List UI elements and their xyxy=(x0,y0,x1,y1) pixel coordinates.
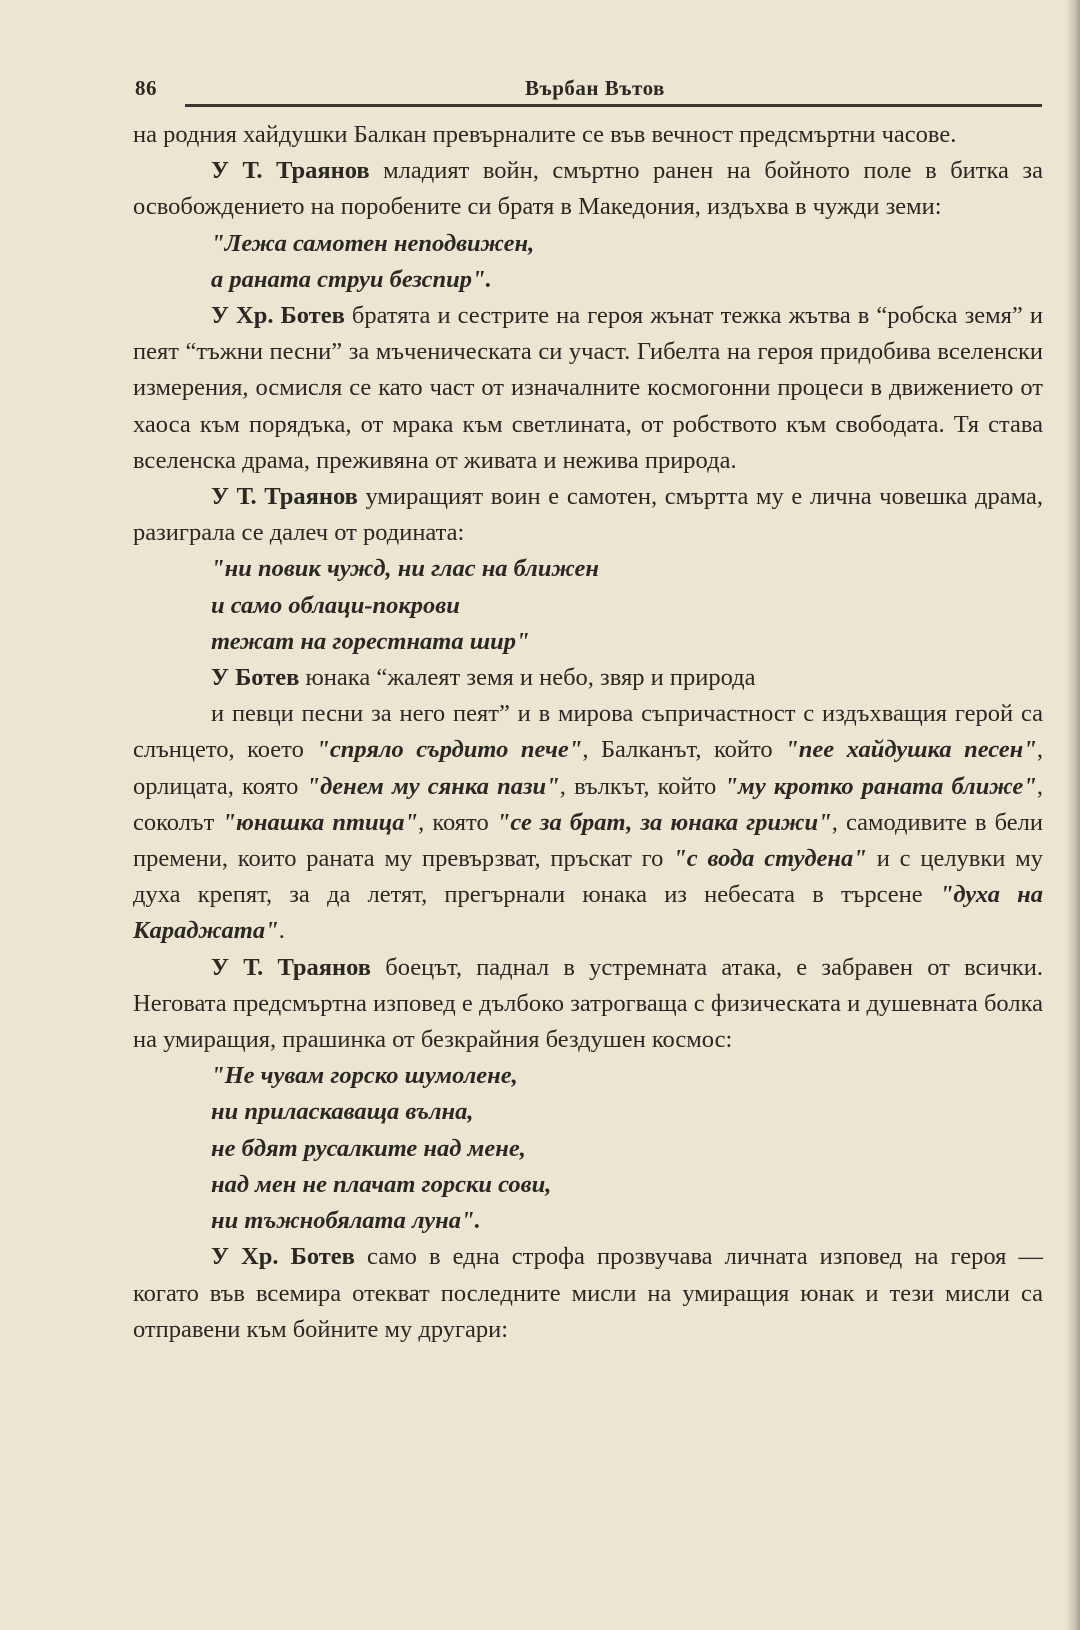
paragraph-text: умиращият воин е самотен, смъртта му е лична човешка драма, разиграла се далеч от родината: xyxy=(133,483,1043,547)
verse-line: над мен не плачат горски сови, xyxy=(211,1170,552,1198)
paragraph xyxy=(133,153,1043,225)
verse-line: "Лежа самотен неподвижен, xyxy=(211,229,535,257)
body-text xyxy=(133,117,1043,1348)
verse-line: и само облаци-покрови xyxy=(211,591,460,619)
paragraph-text: , самодивите в бели премени, които раната му превързват, пръскат го xyxy=(133,808,1044,873)
paragraph-text: само в една строфа прозвучава личната изповед на героя — когато във всемира отекват последните мисли на умиращия юнак и тези мисли са отправени към бойните му другари: xyxy=(133,1243,1043,1343)
paragraph-text: и с целувки му духа крепят, за да летят, прегърнали юнака из небесата в търсене xyxy=(133,845,1043,909)
author-name: У Т. Траянов xyxy=(211,157,370,185)
quote: "пее хайдушка песен" xyxy=(785,736,1037,764)
paragraph-text: , вълкът, който xyxy=(559,772,725,800)
paragraph xyxy=(133,696,1043,949)
paragraph xyxy=(133,479,1043,551)
paragraph-text: боецът, паднал в устремната атака, е забравен от всички. Неговата предсмъртна изповед е дълбоко затрогваща с физическата и душевната болка на умиращия, прашинка от безкрайния бездушен космос: xyxy=(133,953,1043,1054)
header-rule xyxy=(185,104,1042,107)
paragraph xyxy=(133,660,1043,696)
quote: "се за брат, за юнака грижи" xyxy=(496,808,832,836)
paragraph-text: , Балканът, който xyxy=(582,736,786,764)
verse-line: а раната струи безспир". xyxy=(211,265,492,293)
quote: "му кротко раната ближе" xyxy=(724,772,1037,800)
paragraph xyxy=(133,950,1043,1059)
paragraph xyxy=(133,298,1043,479)
verse-line: не бдят русалките над мене, xyxy=(211,1134,526,1162)
author-name: У Хр. Ботев xyxy=(211,302,345,330)
paragraph xyxy=(133,117,1043,153)
verse-line: ни тъжнобялата луна". xyxy=(211,1207,481,1235)
verse-line: ни приласкаваща вълна, xyxy=(211,1098,474,1126)
quote: "денем му сянка пази" xyxy=(306,772,560,800)
quote: "юнашка птица" xyxy=(222,808,419,836)
paragraph-text: братята и сестрите на героя жънат тежка жътва в “робска земя” и пеят “тъжни песни” за мъченическата си участ. Гибелта на героя придобива вселенски измерения, осмисля се като част от изначалните космогонни процеси в движението от хаоса към порядъка, от мрака към светлината, от робството към свободата. Тя става вселенска драма, преживяна от живата и нежива природа. xyxy=(133,302,1043,474)
page-header xyxy=(135,70,1040,106)
paragraph-text: . xyxy=(278,917,285,945)
page-edge-shadow xyxy=(1066,0,1080,1630)
author-name: У Т. Траянов xyxy=(211,953,372,981)
page-number: 86 xyxy=(135,76,157,100)
quote: "духа на Караджата" xyxy=(133,881,1043,945)
paragraph-text: на родния хайдушки Балкан превърналите се във вечност предсмъртни часове. xyxy=(133,121,957,148)
quote: "с вода студена" xyxy=(673,845,867,873)
paragraph-text: , която xyxy=(418,808,497,836)
author-name: У Ботев xyxy=(211,664,300,692)
verse-line: "ни повик чужд, ни глас на ближен xyxy=(211,555,599,583)
paragraph-text: , орлицата, която xyxy=(133,736,1044,800)
paragraph xyxy=(133,1239,1043,1348)
verse-line: "Не чувам горско шумолене, xyxy=(211,1062,518,1090)
quote: "спряло сърдито пече" xyxy=(316,736,583,764)
verse-line: тежат на горестната шир" xyxy=(211,627,530,655)
paragraph-text: юнака “жалеят земя и небо, звяр и природа xyxy=(299,664,756,692)
paragraph-text: и певци песни за него пеят” и в мирова съпричастност с издъхващия герой са слънцето, което xyxy=(133,700,1043,764)
running-head: Върбан Вътов xyxy=(525,76,665,100)
paragraph-text: , соколът xyxy=(133,772,1043,836)
author-name: У Т. Траянов xyxy=(211,483,358,511)
author-name: У Хр. Ботев xyxy=(211,1243,355,1271)
paragraph-text: младият войн, смъртно ранен на бойното поле в битка за освобождението на поробените си братя в Македония, издъхва в чужди земи: xyxy=(133,157,1043,221)
